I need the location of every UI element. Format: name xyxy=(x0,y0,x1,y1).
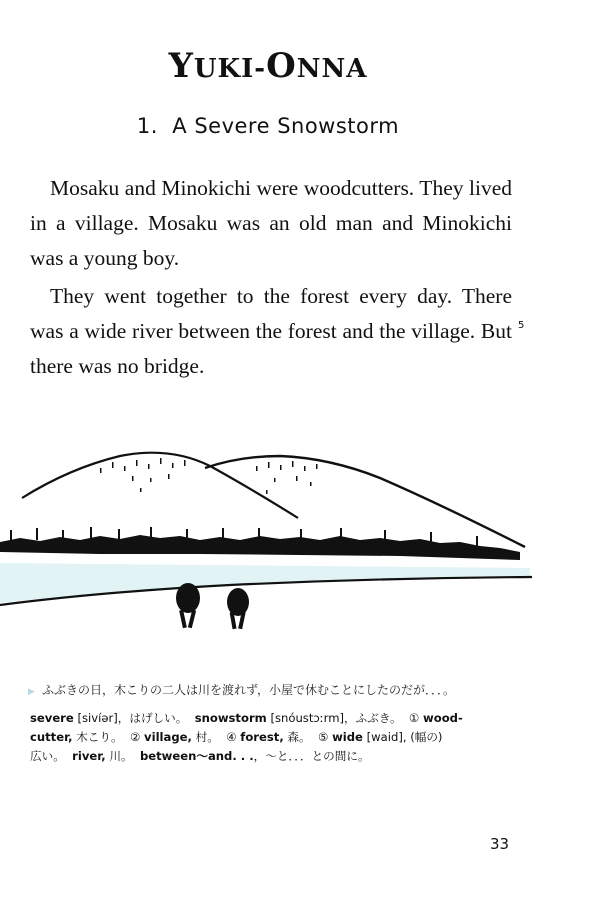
chapter-heading xyxy=(0,114,536,138)
paragraph-1: Mosaku and Minokichi were woodcutters. They lived in a village. Mosaku was an old man and Minokichi was a young boy. xyxy=(30,176,512,270)
woodcutters xyxy=(176,583,249,629)
chapter-title: A Severe Snowstorm xyxy=(172,114,400,138)
story-title: YUKI-ONNA xyxy=(168,46,368,86)
vocabulary-notes: severe [sivíər]，はげしい。 snowstorm [snóustɔːrm]，ふぶき。 ① wood- cutter, 木こり。 ② village, 村。 ④ forest, 森。 ⑤ wide [waid], (幅の) 広い。 river, 川。 between～and. . .，～と．．．との間に。 xyxy=(30,711,463,763)
snowy-mountains-illustration xyxy=(0,430,540,650)
right-mountain xyxy=(205,456,525,547)
chapter-number: 1. xyxy=(136,114,158,138)
paragraph-2: They went together to the forest every day. There was a wide river between the forest and the village. But there was no bridge. xyxy=(30,284,512,378)
japanese-summary: ふぶきの日，木こりの二人は川を渡れず，小屋で休むことにしたのだが．．．。 xyxy=(42,683,456,697)
mountain-trees xyxy=(100,458,318,494)
forest-treeline xyxy=(0,535,520,560)
page-number: 33 xyxy=(490,835,510,853)
triangle-marker-icon: ▶ xyxy=(28,686,35,696)
line-number: 5 xyxy=(518,320,525,331)
